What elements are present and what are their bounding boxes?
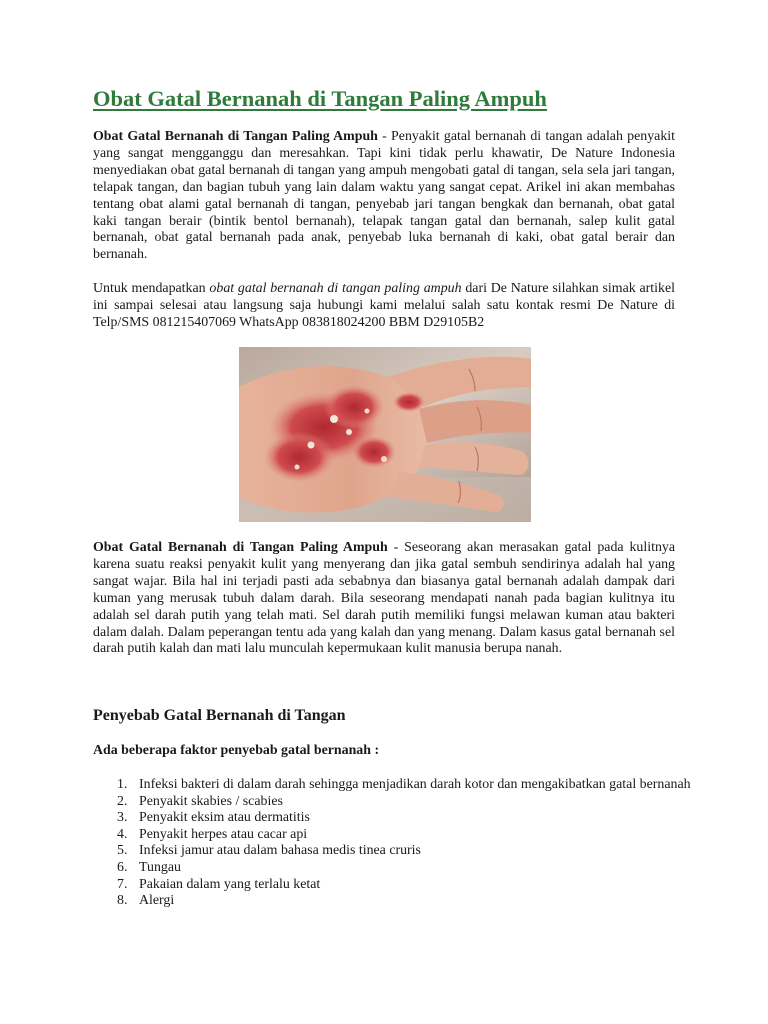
contact-after: dari De Nature silahkan simak artikel ini sampai selesai atau langsung saja hubungi kami melalui salah satu kontak resmi De Nature di Telp/SMS 081215407069 WhatsApp 083818024200 BBM D29105B2 bbox=[93, 281, 675, 330]
list-item bbox=[93, 893, 693, 910]
intro-paragraph bbox=[93, 129, 675, 264]
section-heading: Penyebab Gatal Bernanah di Tangan bbox=[93, 707, 346, 724]
list-item-number: 2. bbox=[117, 793, 128, 809]
explanation-text: - Seseorang akan merasakan gatal pada kulitnya karena suatu reaksi penyakit kulit yang menyerang dan jika gatal sembuh sendirinya adalah hal yang sangat wajar. Bila hal ini terjadi pasti ada sebabnya dan biasanya gatal bernanah adalah dampak dari kuman yang merusak tubuh dalam darah. Bila seseorang mendapati nanah pada bagian kulitnya itu adalah sel darah putih yang telah mati. Sel darah putih memiliki fungsi melawan kuman atau bakteri dalam dalah. Dalam peperangan tentu ada yang kalah dan yang menang. Dalam kasus gatal bernanah sel darah putih kalah dan mati lalu munculah kepermukaan kulit manusia berupa nanah. bbox=[93, 540, 675, 657]
explanation-paragraph bbox=[93, 540, 675, 658]
contact-before: Untuk mendapatkan bbox=[93, 281, 210, 296]
list-item bbox=[93, 810, 693, 827]
list-item-number: 4. bbox=[117, 826, 128, 842]
infected-hand-photo bbox=[239, 347, 531, 522]
list-item-text: Pakaian dalam yang terlalu ketat bbox=[139, 876, 321, 892]
contact-italic: obat gatal bernanah di tangan paling ampuh bbox=[209, 281, 462, 296]
list-item-number: 8. bbox=[117, 893, 128, 909]
list-item-number: 3. bbox=[117, 810, 128, 826]
intro-text: - Penyakit gatal bernanah di tangan adalah penyakit yang sangat mengganggu dan meresahkan. Tapi kini tidak perlu khawatir, De Nature Indonesia menyediakan obat gatal bernanah di tangan yang ampuh mengobati gatal di tangan, sela sela jari tangan, telapak tangan, dan bagian tubuh yang lain dalam waktu yang sangat cepat. Arikel ini akan membahas tentang obat alami gatal bernanah di tangan, penyebab jari tangan bengkak dan bernanah, obat gatal kaki tangan berair (bintik bentol bernanah), telapak tangan gatal dan bernanah, salep kulit gatal bernanah, obat gatal bernanah pada anak, penyebab luka bernanah di kaki, obat gatal berair dan bernanah. bbox=[93, 129, 675, 263]
list-item-text: Alergi bbox=[139, 893, 175, 909]
explanation-lead: Obat Gatal Bernanah di Tangan Paling Ampuh bbox=[93, 540, 388, 555]
list-item-number: 5. bbox=[117, 843, 128, 859]
list-item-text: Infeksi bakteri di dalam darah sehingga menjadikan darah kotor dan mengakibatkan gatal bernanah bbox=[139, 777, 691, 792]
list-item bbox=[93, 843, 693, 860]
list-item-text: Tungau bbox=[139, 859, 181, 875]
intro-lead: Obat Gatal Bernanah di Tangan Paling Ampuh bbox=[93, 129, 378, 144]
list-item-text: Penyakit herpes atau cacar api bbox=[139, 826, 308, 842]
list-item-text: Penyakit skabies / scabies bbox=[139, 793, 283, 809]
list-item-text: Penyakit eksim atau dermatitis bbox=[139, 810, 310, 826]
list-item bbox=[93, 827, 693, 844]
page-title: Obat Gatal Bernanah di Tangan Paling Ampuh bbox=[93, 86, 547, 111]
list-item bbox=[93, 877, 693, 894]
list-item bbox=[93, 860, 693, 877]
list-item-number: 1. bbox=[117, 777, 128, 792]
list-item-number: 7. bbox=[117, 876, 128, 892]
list-heading: Ada beberapa faktor penyebab gatal bernanah : bbox=[93, 743, 380, 758]
contact-paragraph bbox=[93, 281, 675, 332]
list-item bbox=[93, 777, 693, 794]
hand-illustration bbox=[239, 347, 531, 522]
list-item bbox=[93, 794, 693, 811]
causes-list bbox=[93, 777, 693, 910]
list-item-number: 6. bbox=[117, 859, 128, 875]
list-item-text: Infeksi jamur atau dalam bahasa medis tinea cruris bbox=[139, 843, 421, 859]
